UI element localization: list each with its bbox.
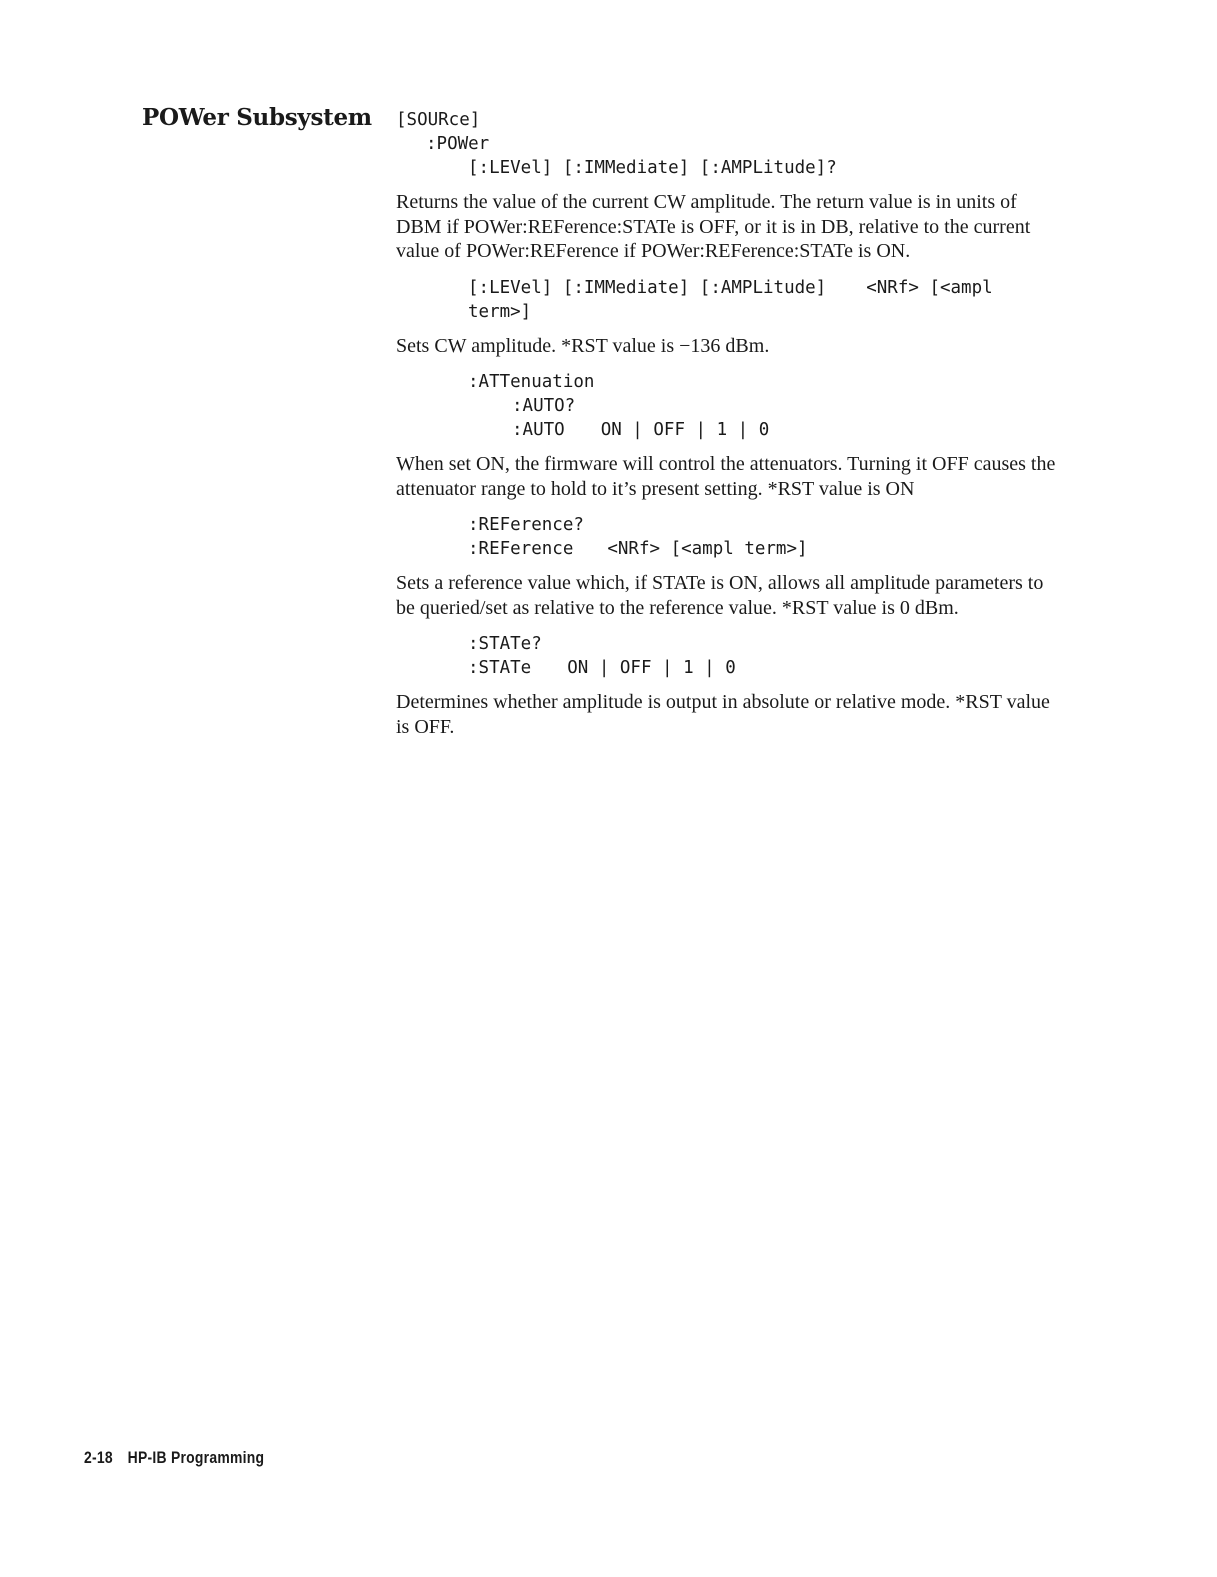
code-line-auto-set: [396, 418, 1066, 442]
parameter-text: <NRf> [<ampl term>]: [607, 539, 808, 559]
code-line-power: :POWer: [426, 134, 490, 154]
parameter-text: <NRf> [<ampl: [866, 277, 993, 298]
paragraph-attenuation: When set ON, the firmware will control the attenuators. Turning it OFF causes the attenuator range to hold to it’s present setting. *RST value is ON: [396, 453, 1056, 500]
chapter-title: HP-IB Programming: [127, 1448, 265, 1467]
paragraph-amplitude-set: Sets CW amplitude. *RST value is −136 dBm.: [396, 334, 770, 357]
section-title: POWer Subsystem: [142, 104, 372, 131]
attenuation-syntax: [396, 370, 1066, 442]
state-syntax: [396, 632, 1066, 680]
parameter-text: ON | OFF | 1 | 0: [567, 658, 736, 678]
code-line-source: [SOURce]: [396, 110, 481, 130]
content-column: [396, 108, 1066, 751]
command-text: :REFerence: [468, 539, 574, 559]
command-text: :STATe: [468, 658, 532, 678]
reference-syntax: [396, 513, 1066, 561]
parameter-text: ON | OFF | 1 | 0: [600, 420, 770, 440]
command-text: [:LEVel] [:IMMediate] [:AMPLitude]: [468, 277, 827, 298]
code-line-state-query: :STATe?: [468, 634, 542, 654]
code-line-reference-query: :REFerence?: [468, 515, 584, 535]
code-line-auto-query: :AUTO?: [512, 396, 576, 416]
amplitude-set-syntax: [396, 276, 1066, 324]
page-footer: [84, 1448, 264, 1468]
code-line-attenuation: :ATTenuation: [468, 372, 595, 392]
paragraph-state: Determines whether amplitude is output in absolute or relative mode. *RST value is OFF.: [396, 691, 1050, 738]
code-line-level-query: [:LEVel] [:IMMediate] [:AMPLitude]?: [468, 158, 837, 178]
code-line-state-set: [396, 656, 1066, 680]
code-line-level-set: [396, 276, 1066, 300]
command-text: :AUTO: [512, 420, 565, 440]
code-line-level-set-cont: term>]: [468, 301, 532, 322]
paragraph-amplitude-query: Returns the value of the current CW amplitude. The return value is in units of DBM if POWer:REFerence:STATe is OFF, or it is in DB, relative to the current value of POWer:REFerence if POWer:REFerence:STATe is ON.: [396, 191, 1031, 262]
page-number: 2-18: [84, 1448, 113, 1467]
code-line-reference-set: [396, 537, 1066, 561]
paragraph-reference: Sets a reference value which, if STATe is ON, allows all amplitude parameters to be queried/set as relative to the reference value. *RST value is 0 dBm.: [396, 572, 1044, 619]
source-power-syntax: [396, 108, 1066, 180]
